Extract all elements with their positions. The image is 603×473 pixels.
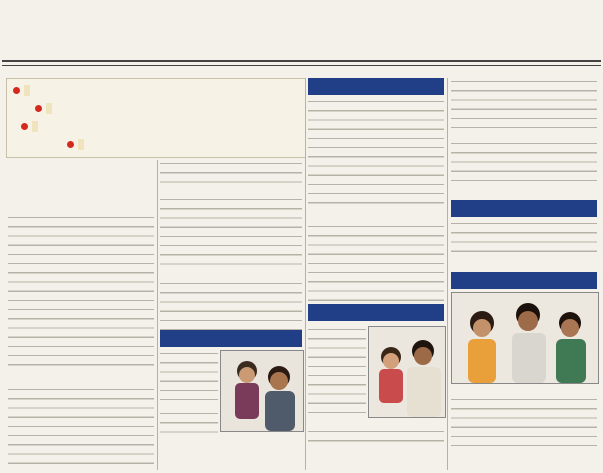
summary-bullet-box (6, 78, 306, 158)
treatment-section-text-lower (308, 428, 444, 446)
bullet-item (67, 138, 84, 151)
bullet-dot-icon (21, 123, 28, 130)
why-it-happened-banner (451, 272, 597, 289)
column-3-subhead (308, 213, 444, 223)
bullet-item (21, 120, 38, 133)
column-4-body-bottom (451, 396, 597, 450)
column-3-body (308, 98, 444, 210)
bullet-item (13, 84, 30, 97)
who-at-risk-banner (308, 78, 444, 95)
family-photo (451, 292, 599, 384)
column-1-body (8, 214, 154, 372)
bullet-dot-icon (13, 87, 20, 94)
column-separator (447, 78, 448, 470)
column-2-subhead-2 (160, 270, 302, 280)
column-4-body-mid (451, 140, 597, 188)
family-photo-icon (221, 351, 303, 431)
column-4-body-top (451, 78, 597, 128)
column-2-body-mid (160, 196, 302, 268)
patient-photo (368, 326, 446, 418)
treatment-section-text (308, 326, 366, 416)
column-3-footer (308, 448, 444, 466)
lead-paragraph (8, 172, 154, 212)
column-4-subhead (451, 130, 597, 140)
donor-section-banner (160, 330, 302, 347)
column-2-body-lower (160, 280, 302, 336)
we-are-in-school-banner (451, 200, 597, 217)
column-1-body-lower (8, 386, 154, 466)
column-2-footer (160, 446, 302, 466)
family-group-photo-icon (452, 293, 598, 383)
donor-section-text (160, 350, 218, 408)
headline-rule-thin (2, 65, 601, 66)
column-4-footer-2 (470, 258, 597, 268)
column-separator (305, 78, 306, 470)
treatment-debt-banner (308, 304, 444, 321)
donor-photo (220, 350, 304, 432)
column-2-subhead-1 (160, 186, 302, 196)
column-separator (157, 160, 158, 470)
bullet-item (35, 102, 52, 115)
bullet-dot-icon (35, 105, 42, 112)
donor-section-text-lower (160, 410, 218, 440)
column-2-body-top (160, 160, 302, 184)
column-1-subhead (8, 374, 154, 386)
column-4-body-lower (451, 220, 597, 260)
bullet-dot-icon (67, 141, 74, 148)
column-3-body-lower (308, 223, 444, 301)
column-4-footer-1 (470, 188, 597, 198)
headline-rule (2, 60, 601, 62)
father-child-photo-icon (369, 327, 445, 417)
